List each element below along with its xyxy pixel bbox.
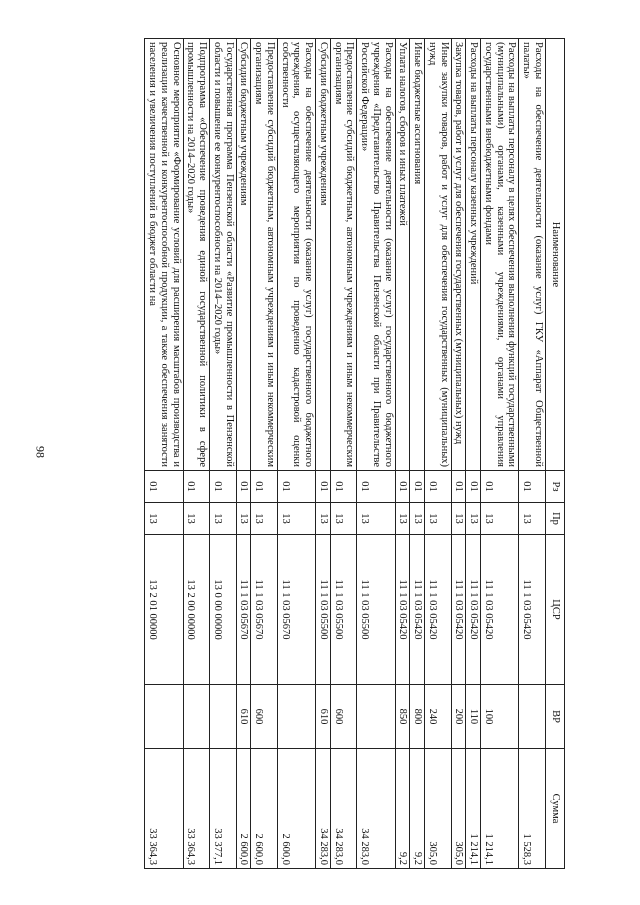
- cell-sum: 33 364,3: [145, 748, 183, 868]
- cell-pr: 13: [425, 502, 452, 534]
- cell-name: Уплата налогов, сборов и иных платежей: [395, 38, 410, 470]
- cell-csr: 11 1 03 05500: [357, 534, 395, 684]
- table-row: [451, 38, 466, 868]
- cell-csr: 11 1 03 05670: [278, 534, 316, 684]
- cell-name: Расходы на выплаты персоналу казенных учреждений: [466, 38, 481, 470]
- cell-sum: 2 600,0: [251, 748, 278, 868]
- cell-pr: 13: [357, 502, 395, 534]
- table-row: [410, 38, 425, 868]
- cell-rz: 01: [183, 470, 210, 502]
- cell-vr: [357, 684, 395, 748]
- cell-csr: 11 1 03 05420: [519, 534, 546, 684]
- cell-csr: 11 1 03 05500: [331, 534, 358, 684]
- cell-vr: 110: [466, 684, 481, 748]
- cell-name: Иные закупки товаров, работ и услуг для обеспечения государственных (муниципальных) нужд: [425, 38, 452, 470]
- cell-name: Иные бюджетные ассигнования: [410, 38, 425, 470]
- cell-rz: 01: [251, 470, 278, 502]
- cell-csr: 11 1 03 05420: [395, 534, 410, 684]
- cell-sum: 1 214,1: [481, 748, 519, 868]
- cell-name: Предоставление субсидий бюджетным, автономным учреждениям и иным некоммерческим организациям: [331, 38, 358, 470]
- cell-vr: 850: [395, 684, 410, 748]
- cell-rz: 01: [519, 470, 546, 502]
- cell-pr: 13: [145, 502, 183, 534]
- table-header-row: [546, 38, 565, 868]
- table-row: [481, 38, 519, 868]
- cell-pr: 13: [236, 502, 251, 534]
- cell-csr: 13 2 00 00000: [183, 534, 210, 684]
- cell-pr: 13: [278, 502, 316, 534]
- cell-sum: 9,2: [410, 748, 425, 868]
- cell-sum: 1 214,1: [466, 748, 481, 868]
- table-body: [145, 38, 546, 868]
- cell-vr: 600: [331, 684, 358, 748]
- cell-csr: 11 1 03 05420: [425, 534, 452, 684]
- header-sum: Сумма: [546, 748, 565, 868]
- cell-pr: 13: [183, 502, 210, 534]
- cell-vr: [183, 684, 210, 748]
- cell-rz: 01: [425, 470, 452, 502]
- cell-pr: 13: [395, 502, 410, 534]
- cell-rz: 01: [331, 470, 358, 502]
- cell-csr: 11 1 03 05500: [316, 534, 331, 684]
- table-row: [316, 38, 331, 868]
- cell-vr: 610: [316, 684, 331, 748]
- cell-vr: 240: [425, 684, 452, 748]
- budget-table: [145, 38, 566, 869]
- cell-vr: [145, 684, 183, 748]
- cell-pr: 13: [331, 502, 358, 534]
- cell-name: Расходы на обеспечение деятельности (оказание услуг) государственного бюджетного учреждения «Представительство Правительства Пензенской области при Правительстве Российской Федерации»: [357, 38, 395, 470]
- cell-pr: 13: [410, 502, 425, 534]
- cell-rz: 01: [145, 470, 183, 502]
- cell-rz: 01: [236, 470, 251, 502]
- cell-csr: 11 1 03 05670: [236, 534, 251, 684]
- cell-pr: 13: [481, 502, 519, 534]
- cell-vr: 200: [451, 684, 466, 748]
- cell-vr: 610: [236, 684, 251, 748]
- cell-name: Расходы на выплаты персоналу в целях обеспечения выполнения функций государственными (муниципальными) органами, казенными учреждениями, органами управления государственными внебюджетными фондами: [481, 38, 519, 470]
- cell-csr: 11 1 03 05420: [481, 534, 519, 684]
- cell-rz: 01: [395, 470, 410, 502]
- header-name: Наименование: [546, 38, 565, 470]
- cell-sum: 34 283,0: [357, 748, 395, 868]
- cell-rz: 01: [481, 470, 519, 502]
- cell-csr: 11 1 03 05670: [251, 534, 278, 684]
- cell-rz: 01: [466, 470, 481, 502]
- cell-name: Подпрограмма «Обеспечение проведения единой государственной политики в сфере промышленности на 2014–2020 годы»: [183, 38, 210, 470]
- cell-rz: 01: [357, 470, 395, 502]
- cell-pr: 13: [451, 502, 466, 534]
- cell-sum: 9,2: [395, 748, 410, 868]
- cell-sum: 33 364,3: [183, 748, 210, 868]
- header-pr: Пр: [546, 502, 565, 534]
- cell-sum: 1 528,3: [519, 748, 546, 868]
- cell-sum: 34 283,0: [316, 748, 331, 868]
- cell-csr: 13 0 00 00000: [210, 534, 237, 684]
- table-row: [236, 38, 251, 868]
- table-row: [145, 38, 183, 868]
- cell-sum: 305,0: [451, 748, 466, 868]
- cell-vr: [278, 684, 316, 748]
- cell-name: Закупка товаров, работ и услуг для обеспечения государственных (муниципальных) нужд: [451, 38, 466, 470]
- cell-name: Субсидии бюджетным учреждениям: [236, 38, 251, 470]
- table-row: [210, 38, 237, 868]
- cell-pr: 13: [251, 502, 278, 534]
- cell-vr: 100: [481, 684, 519, 748]
- cell-csr: 11 1 03 05420: [466, 534, 481, 684]
- cell-vr: 600: [251, 684, 278, 748]
- cell-sum: 34 283,0: [331, 748, 358, 868]
- cell-name: Предоставление субсидий бюджетным, автономным учреждениям и иным некоммерческим организациям: [251, 38, 278, 470]
- table-row: [395, 38, 410, 868]
- header-vr: ВР: [546, 684, 565, 748]
- cell-pr: 13: [466, 502, 481, 534]
- cell-vr: [210, 684, 237, 748]
- cell-sum: 2 600,0: [236, 748, 251, 868]
- cell-name: Государственная программа Пензенской области «Развитие промышленности в Пензенской области и повышение ее конкурентоспособности на 2014–2020 годы»: [210, 38, 237, 470]
- cell-pr: 13: [316, 502, 331, 534]
- cell-rz: 01: [278, 470, 316, 502]
- cell-csr: 11 1 03 05420: [410, 534, 425, 684]
- table-row: [278, 38, 316, 868]
- cell-pr: 13: [210, 502, 237, 534]
- cell-name: Основное мероприятие «Формирование условий для расширения масштабов производства и реализации качественной и конкурентоспособной продукции, а также обеспечения занятости населения и увеличения поступлений в бюджет области на: [145, 38, 183, 470]
- table-row: [466, 38, 481, 868]
- table-row: [183, 38, 210, 868]
- page-number: 98: [33, 446, 48, 458]
- cell-sum: 33 377,1: [210, 748, 237, 868]
- cell-rz: 01: [210, 470, 237, 502]
- cell-csr: 13 2 01 00000: [145, 534, 183, 684]
- cell-vr: [519, 684, 546, 748]
- header-rz: Рз: [546, 470, 565, 502]
- cell-name: Субсидии бюджетным учреждениям: [316, 38, 331, 470]
- cell-rz: 01: [410, 470, 425, 502]
- table-row: [519, 38, 546, 868]
- table-row: [251, 38, 278, 868]
- cell-rz: 01: [316, 470, 331, 502]
- table-row: [331, 38, 358, 868]
- header-csr: ЦСР: [546, 534, 565, 684]
- cell-rz: 01: [451, 470, 466, 502]
- cell-name: Расходы на обеспечение деятельности (оказание услуг) государственного бюджетного учреждения, осуществляющего мероприятия по проведению кадастровой оценки собственности: [278, 38, 316, 470]
- table-row: [425, 38, 452, 868]
- cell-csr: 11 1 03 05420: [451, 534, 466, 684]
- cell-name: Расходы на обеспечение деятельности (оказание услуг) ГКУ «Аппарат Общественной палаты»: [519, 38, 546, 470]
- cell-sum: 305,0: [425, 748, 452, 868]
- rotated-table-container: [75, 38, 565, 868]
- cell-pr: 13: [519, 502, 546, 534]
- table-row: [357, 38, 395, 868]
- cell-sum: 2 600,0: [278, 748, 316, 868]
- cell-vr: 800: [410, 684, 425, 748]
